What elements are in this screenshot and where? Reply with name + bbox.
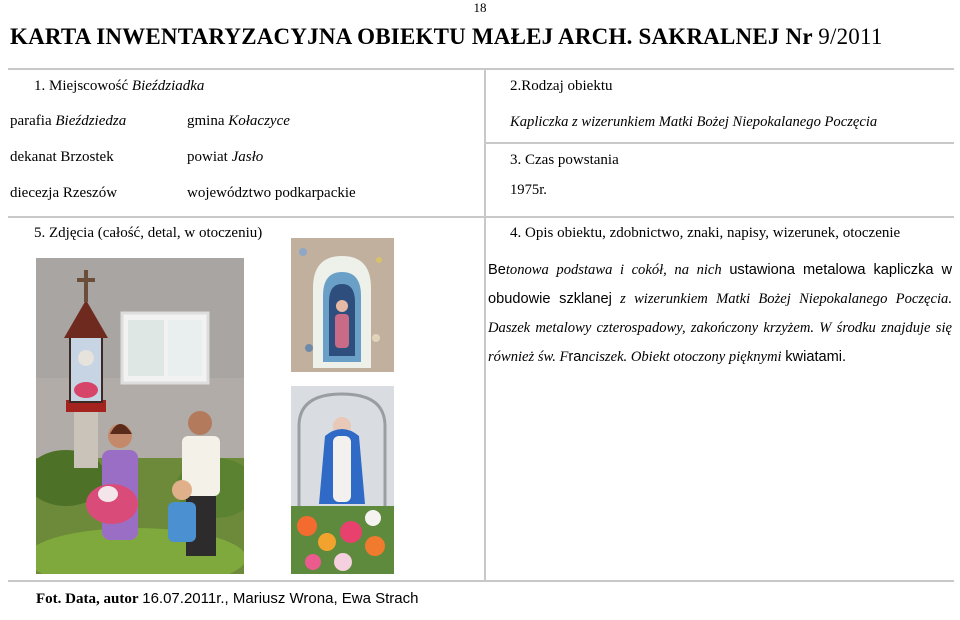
wojewodztwo-value: podkarpackie <box>274 185 356 201</box>
card-title <box>10 24 883 50</box>
diecezja-label: diecezja <box>10 185 60 201</box>
description-label-rest: zdobnictwo, znaki, napisy, wizerunek, otoczenie <box>609 225 901 241</box>
photo-mosaic-niche <box>291 238 394 372</box>
gmina-field <box>187 113 290 130</box>
parafia-field <box>10 113 126 130</box>
card-number: 9/2011 <box>818 24 883 49</box>
miejscowosc-label: 1. Miejscowość <box>34 78 129 94</box>
rule-mid <box>8 216 954 218</box>
creation-time-label: 3. Czas powstania <box>510 152 619 168</box>
gmina-value: Kołaczyce <box>228 113 290 129</box>
page-number: 18 <box>473 0 487 15</box>
photo-madonna-statue <box>291 386 394 574</box>
photo-credits <box>36 590 418 608</box>
object-type-label: 2.Rodzaj obiektu <box>510 78 613 94</box>
photos-section-heading <box>34 225 262 242</box>
dekanat-value: Brzostek <box>60 149 114 165</box>
desc-part-4: z wizerunkiem Matki Bożej Niepokalanego Poczęcia. Daszek metalowy czterospadowy, zakończony krzyżem. W środku znajduje się również św. F <box>488 291 953 365</box>
desc-part-3: ustawiona metalowa kapliczka w obudowie szklanej <box>488 262 953 307</box>
powiat-label: powiat <box>187 149 228 165</box>
desc-part-1: Be <box>488 262 506 278</box>
description-heading <box>510 225 900 242</box>
powiat-value: Jasło <box>231 149 264 165</box>
diecezja-field <box>10 185 117 202</box>
rule-bottom <box>8 580 954 582</box>
diecezja-value: Rzeszów <box>62 185 118 201</box>
desc-part-7: kwiatami. <box>785 349 847 365</box>
description-text <box>488 256 952 372</box>
footer-authors: , Mariusz Wrona, Ewa Strach <box>224 590 419 607</box>
footer-label: Fot. Data, autor <box>36 591 139 607</box>
creation-time-value: 1975r. <box>510 182 547 198</box>
gmina-label: gmina <box>187 113 225 129</box>
title-text: KARTA INWENTARYZACYJNA OBIEKTU MAŁEJ ARCH. SAKRALNEJ Nr <box>10 24 813 49</box>
wojewodztwo-label: województwo <box>187 185 272 201</box>
footer-date: 16.07.2011r. <box>142 590 225 607</box>
dekanat-label: dekanat <box>10 149 57 165</box>
rule-right-1 <box>486 142 954 144</box>
dekanat-field <box>10 149 114 166</box>
desc-part-5: ra <box>568 349 582 365</box>
rule-vertical <box>484 68 486 580</box>
object-type-value: Kapliczka z wizerunkiem Matki Bożej Niepokalanego Poczęcia <box>510 114 878 130</box>
photo-shrine-with-family <box>36 258 244 574</box>
desc-part-6: nciszek. Obiekt otoczony pięknymi <box>581 349 782 365</box>
powiat-field <box>187 149 263 166</box>
desc-part-2: tonowa podstawa i cokół, na nich <box>505 262 722 278</box>
photos-label-bold: 5. Zdjęcia <box>34 225 94 241</box>
parafia-value: Bieździedza <box>55 113 127 129</box>
miejscowosc-field <box>34 78 204 95</box>
rule-top <box>8 68 954 70</box>
photos-label-rest: (całość, detal, w otoczeniu) <box>97 225 263 241</box>
wojewodztwo-field <box>187 185 356 202</box>
miejscowosc-value: Bieździadka <box>131 78 205 94</box>
parafia-label: parafia <box>10 113 52 129</box>
description-label-bold: 4. Opis obiektu, <box>510 225 606 241</box>
